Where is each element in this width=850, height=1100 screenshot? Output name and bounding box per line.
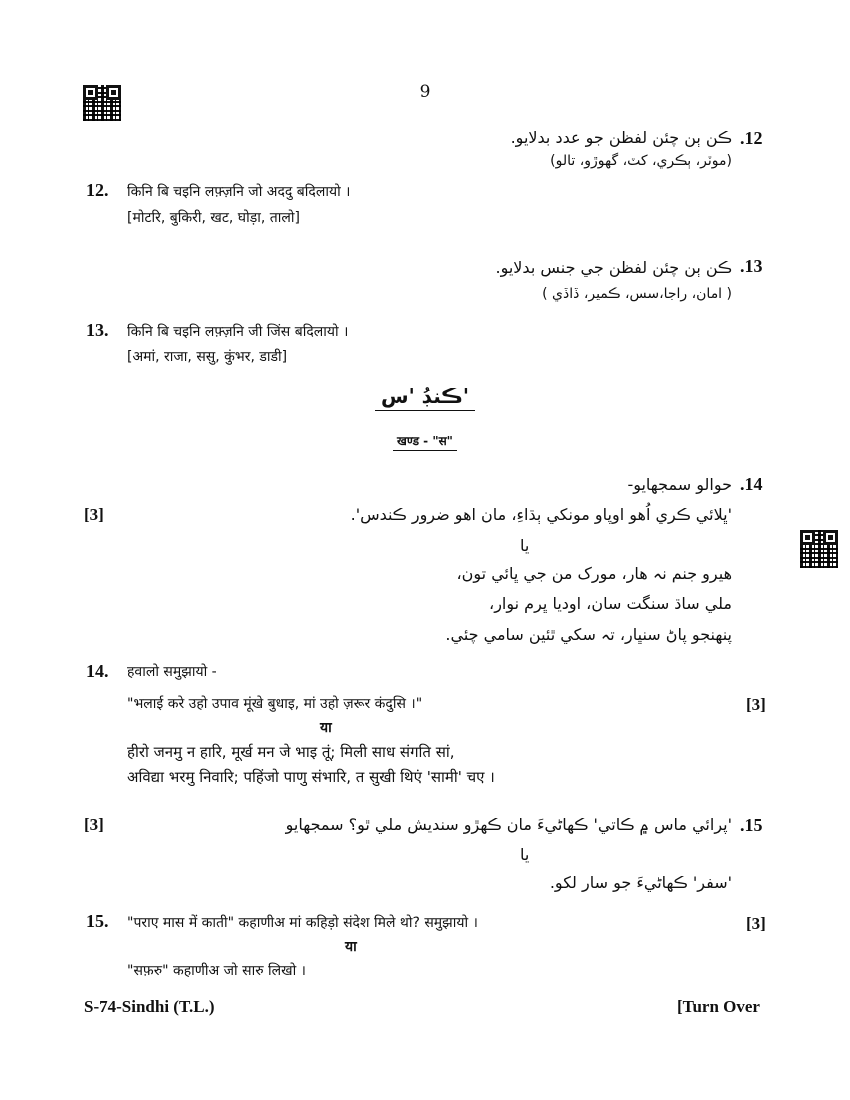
turn-over: [Turn Over <box>677 997 760 1016</box>
question-number-ur: .13 <box>740 256 763 276</box>
question-number-ur: .15 <box>740 815 763 835</box>
question-words-ur: (موٽر، ٻڪري، کٽ، گهوڙو، تالو) <box>550 153 732 169</box>
page-number: 9 <box>419 82 431 102</box>
question-alt-ur: 'سفر' ڪهاڻيءَ جو سار لکو. <box>549 873 732 892</box>
section-heading-hi: खण्ड - "स" <box>393 434 457 451</box>
section-heading-ur-wrap <box>0 384 850 408</box>
or-hi: या <box>345 939 357 955</box>
marks: [3] <box>84 815 104 834</box>
or-ur: يا <box>520 536 530 555</box>
question-number-hi: 12. <box>86 180 109 200</box>
verse-line-hi: हीरो जनमु न हारि, मूर्ख मन जे भाइ तूं; मिली साध संगति सां, <box>127 743 455 761</box>
or-ur: يا <box>520 845 530 864</box>
or-hi: या <box>320 720 332 736</box>
verse-line-hi: अविद्या भरमु निवारि; पहिंजो पाणु संभारि, त सुखी थिएं 'सामी' चए । <box>127 768 495 786</box>
paper-code: S-74-Sindhi (T.L.) <box>84 997 215 1016</box>
quote-ur: 'ڀلائي ڪري اُهو اوپاو مونکي ٻڌاءِ، مان اهو ضرور ڪندس'. <box>350 505 732 524</box>
question-heading-hi: हवालो समुझायो - <box>127 664 217 680</box>
question-number-hi: 13. <box>86 320 109 340</box>
question-text-hi: "पराए मास में काती" कहाणीअ मां कहिड़ो संदेश मिले थो? समुझायो । <box>127 915 478 931</box>
question-text-ur: ڪن ٻن چئن لفظن جي جنس بدلايو. <box>495 258 732 277</box>
question-text-ur: 'پرائي ماس ۾ ڪاتي' ڪهاڻيءَ مان ڪهڙو سنديش ملي ٿو؟ سمجهايو <box>285 815 732 834</box>
marks: [3] <box>746 914 766 933</box>
question-words-hi: [अमां, राजा, ससु, कुंभर, डाडी] <box>127 349 288 365</box>
question-text-hi: किनि बि चइनि लफ़्ज़नि जी जिंस बदिलायो । <box>127 324 349 340</box>
section-heading-ur: ڪنڊُ 'س' <box>375 384 475 411</box>
question-text-ur: ڪن ٻن چئن لفظن جو عدد بدلايو. <box>510 128 732 147</box>
marks: [3] <box>746 695 766 714</box>
question-words-hi: [मोटरि, बुकिरी, खट, घोड़ा, तालो] <box>127 210 300 226</box>
verse-line-ur: هيرو جنم نہ هار، مورک من جي ڀائي تون، <box>456 564 732 583</box>
question-number-ur: .14 <box>740 474 763 494</box>
question-text-hi: किनि बि चइनि लफ़्ज़नि जो अददु बदिलायो । <box>127 184 351 200</box>
question-alt-hi: "सफ़रु" कहाणीअ जो सारु लिखो । <box>127 963 306 979</box>
qr-code-icon <box>800 530 838 568</box>
question-number-hi: 14. <box>86 661 109 681</box>
question-heading-ur: حوالو سمجهايو- <box>627 475 732 494</box>
question-number-ur: .12 <box>740 128 763 148</box>
verse-line-ur: پنهنجو پاڻ سنڀار، تہ سکي ٿئين سامي چئي. <box>445 625 732 644</box>
quote-hi: "भलाई करे उहो उपाव मूंखे बुधाइ, मां उहो ज़रूर कंदुसि ।" <box>127 696 423 712</box>
marks: [3] <box>84 505 104 524</box>
verse-line-ur: ملي ساڌ سنگت سان، اوديا ڀرم نوار، <box>489 594 732 613</box>
question-words-ur: ( امان، راجا،سس، ڪمير، ڏاڏي ) <box>542 286 732 302</box>
section-heading-hi-wrap <box>0 430 850 449</box>
question-number-hi: 15. <box>86 911 109 931</box>
